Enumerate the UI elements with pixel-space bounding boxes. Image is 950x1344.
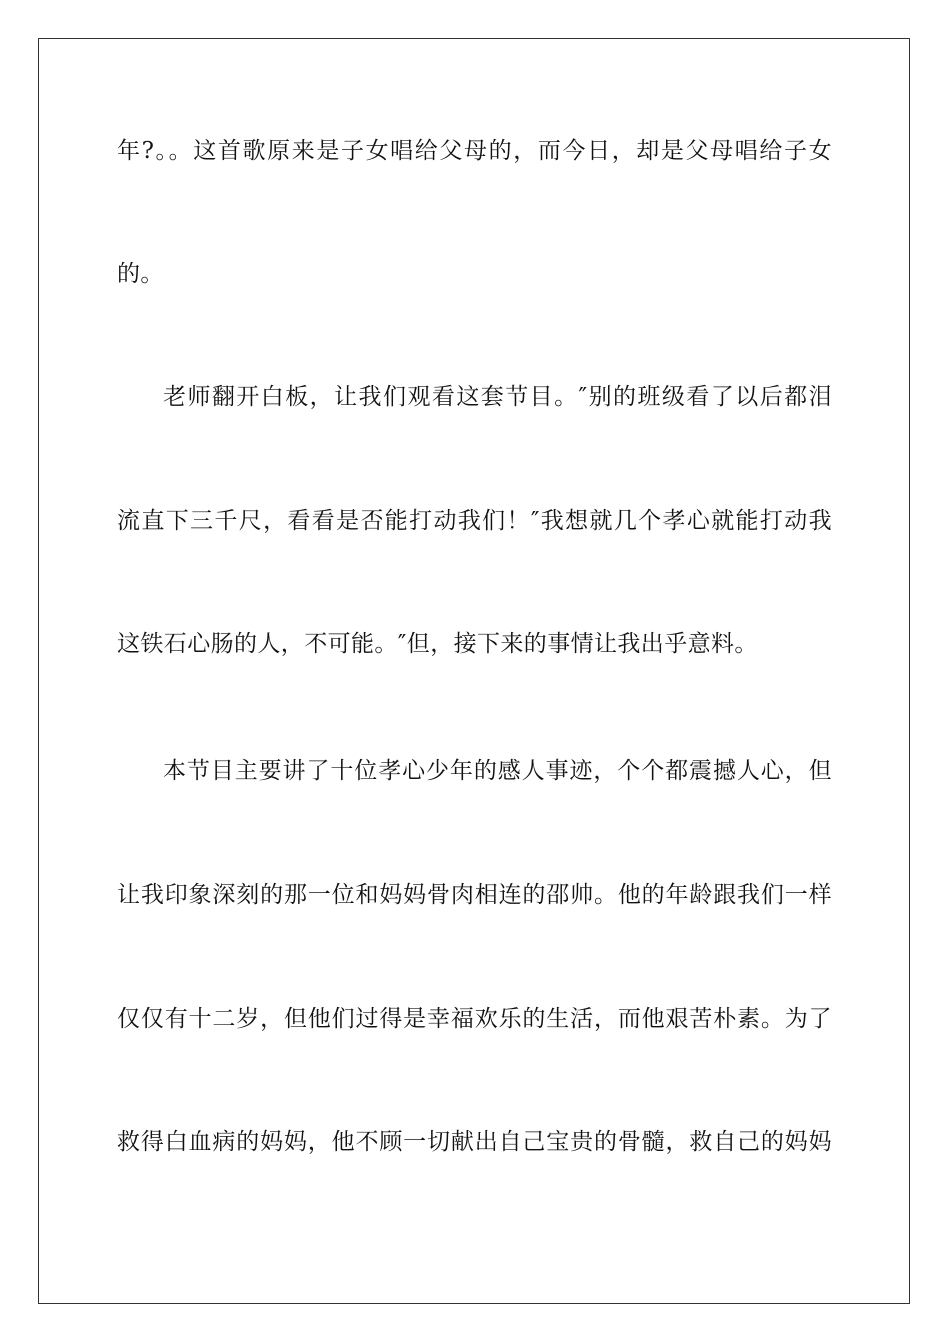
text-line-9: 救得白血病的妈妈，他不顾一切献出自己宝贵的骨髓，救自己的妈妈 <box>117 1129 832 1155</box>
text-line-7: 让我印象深刻的那一位和妈妈骨肉相连的邵帅。他的年龄跟我们一样 <box>117 882 832 908</box>
text-line-8: 仅仅有十二岁，但他们过得是幸福欢乐的生活，而他艰苦朴素。为了 <box>117 1006 832 1032</box>
page-border <box>38 38 910 1304</box>
text-line-6: 本节目主要讲了十位孝心少年的感人事迹，个个都震撼人心，但 <box>163 758 832 784</box>
text-line-3: 老师翻开白板，让我们观看这套节目。″别的班级看了以后都泪 <box>163 384 832 410</box>
text-line-2: 的。 <box>117 261 164 287</box>
text-line-1: 年?。。这首歌原来是子女唱给父母的，而今日，却是父母唱给子女 <box>117 138 832 164</box>
text-line-5: 这铁石心肠的人，不可能。″但，接下来的事情让我出乎意料。 <box>117 631 758 657</box>
text-line-4: 流直下三千尺，看看是否能打动我们！″我想就几个孝心就能打动我 <box>117 508 832 534</box>
